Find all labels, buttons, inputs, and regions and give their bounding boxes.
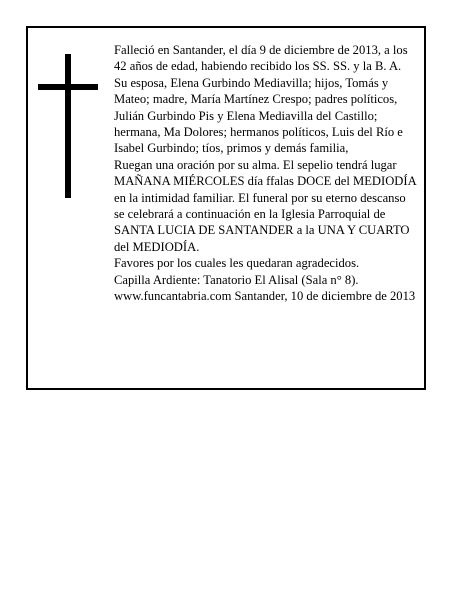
burial-and-funeral-details: Ruegan una oración por su alma. El sepelio tendrá lugar MAÑANA MIÉRCOLES día ffalas DOCE del MEDIODÍA en la intimidad familiar. El funeral por su eterno descanso se celebrará a continuación en la Iglesia Parroquial de SANTA LUCIA DE SANTANDER a la UNA Y CUARTO del MEDIODÍA. [114, 157, 416, 254]
obituary-notice [26, 26, 426, 390]
chapel-location: Capilla Ardiente: Tanatorio El Alisal (Sala n° 8). [114, 272, 359, 287]
cross-vertical-bar [65, 54, 71, 198]
cross-icon [38, 54, 98, 198]
source-and-date: www.funcantabria.com Santander, 10 de diciembre de 2013 [114, 289, 416, 304]
cross-horizontal-bar [38, 84, 98, 90]
family-list: Su esposa, Elena Gurbindo Mediavilla; hijos, Tomás y Mateo; madre, María Martínez Crespo; padres políticos, Julián Gurbindo Pis y Elena Mediavilla del Castillo; hermana, Ma Dolores; hermanos políticos, Luis del Río e Isabel Gurbindo; tíos, primos y demás familia, [114, 75, 403, 156]
thanks-line: Favores por los cuales les quedaran agradecidos. [114, 256, 360, 271]
notice-text [114, 42, 418, 305]
death-announcement: Falleció en Santander, el día 9 de diciembre de 2013, a los 42 años de edad, habiendo recibido los SS. SS. y la B. A. [114, 43, 408, 74]
